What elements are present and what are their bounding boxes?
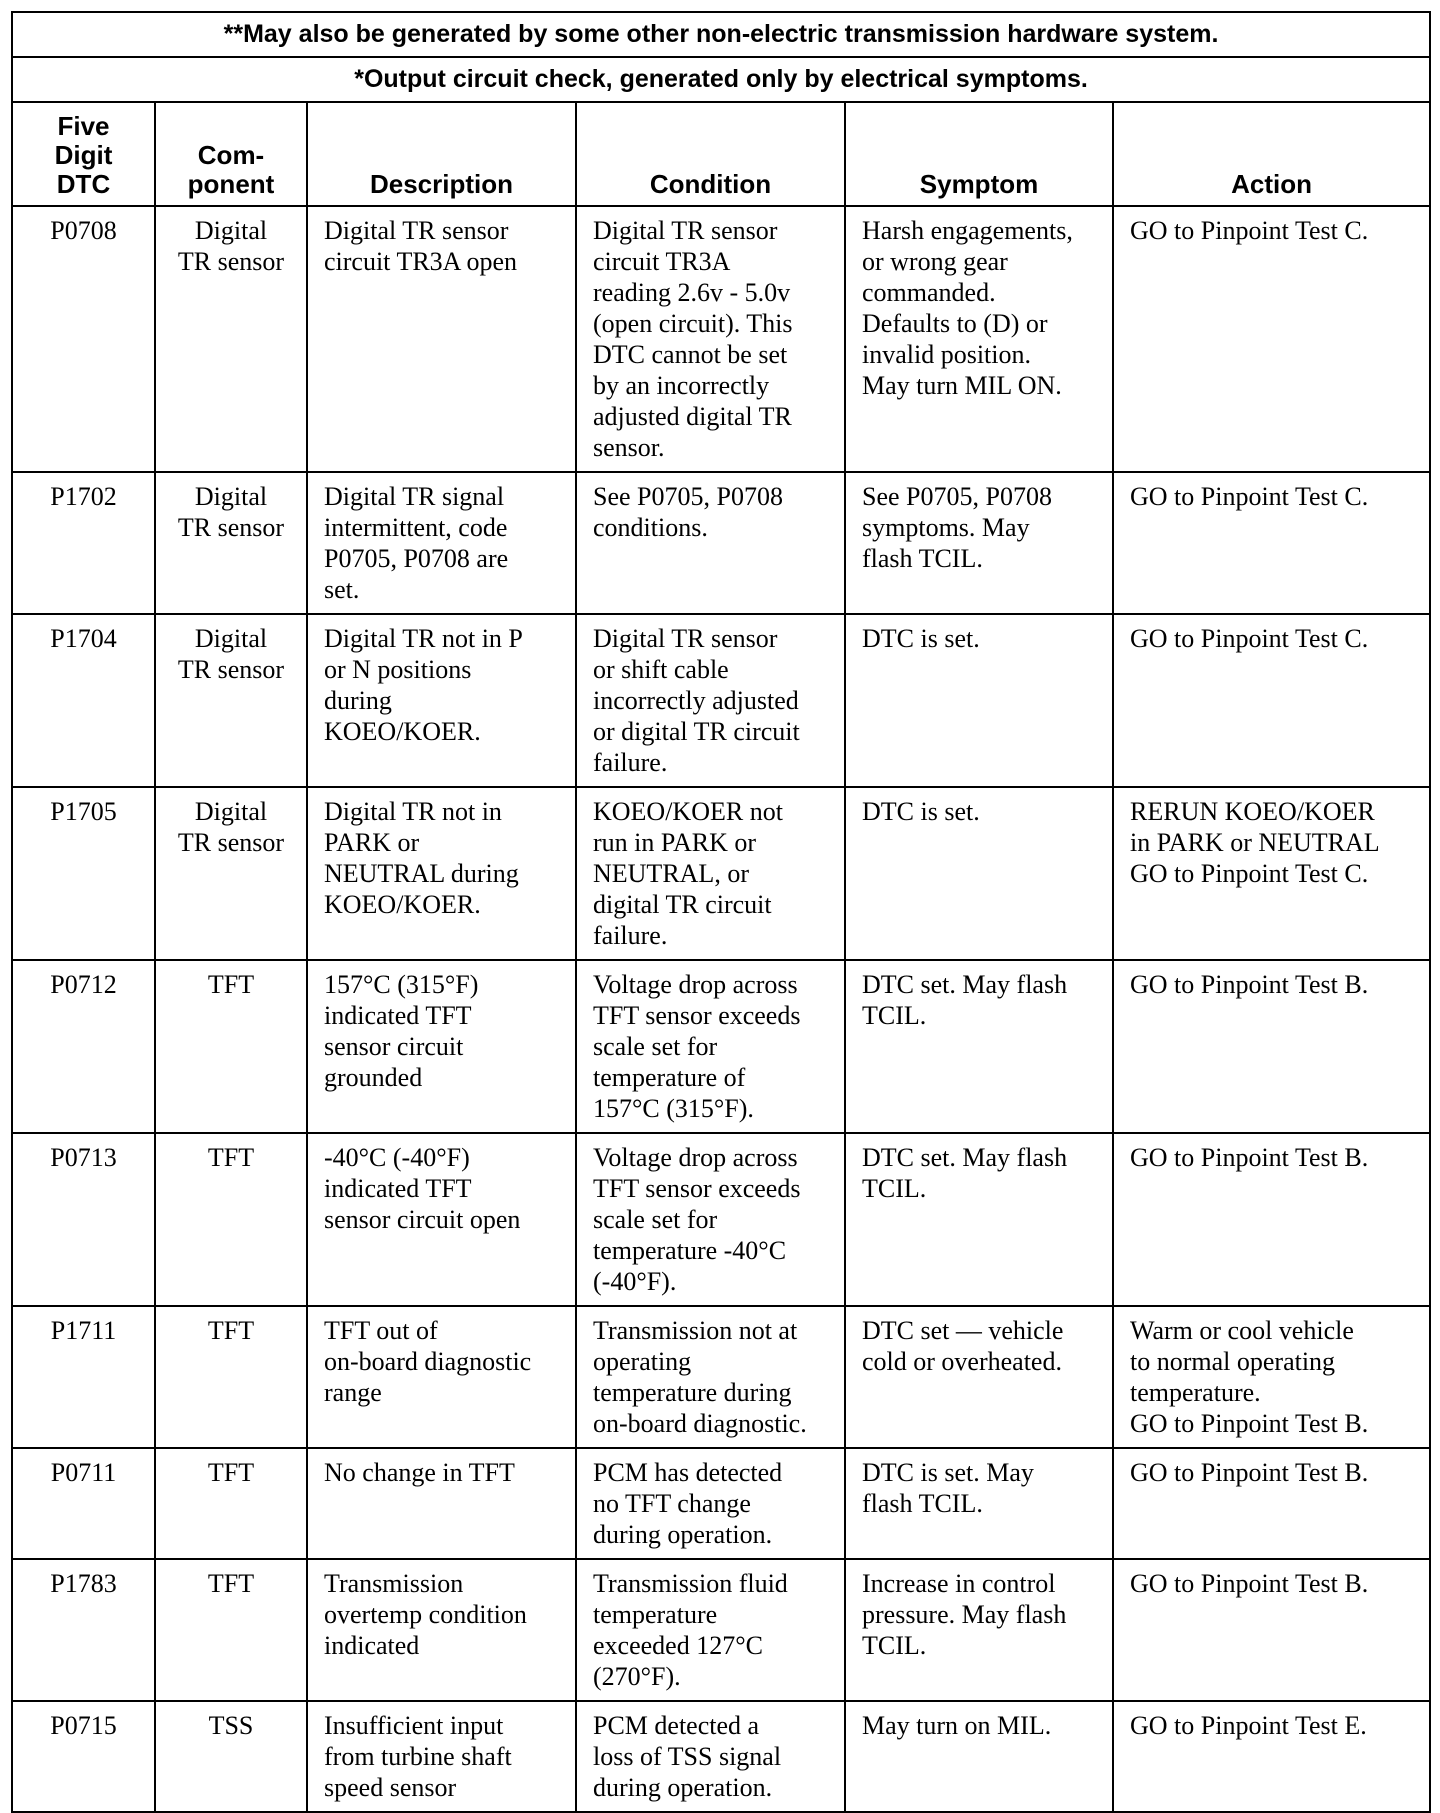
description: 157°C (315°F) indicated TFT sensor circuit grounded: [307, 960, 576, 1133]
header-symptom: Symptom: [845, 102, 1113, 206]
description: Digital TR not in PARK or NEUTRAL during KOEO/KOER.: [307, 787, 576, 960]
symptom: DTC set. May flash TCIL.: [845, 960, 1113, 1133]
symptom: DTC set — vehicle cold or overheated.: [845, 1306, 1113, 1448]
dtc-document: [11, 11, 1429, 1813]
header-dtc: Five Digit DTC: [12, 102, 155, 206]
table-row: [12, 1701, 1430, 1812]
dtc-code: P0708: [12, 206, 155, 472]
table-row: [12, 1306, 1430, 1448]
table-row: [12, 787, 1430, 960]
condition: See P0705, P0708 conditions.: [576, 472, 845, 614]
action: GO to Pinpoint Test C.: [1113, 472, 1430, 614]
action: GO to Pinpoint Test C.: [1113, 614, 1430, 787]
description: Digital TR signal intermittent, code P0705, P0708 are set.: [307, 472, 576, 614]
symptom: DTC is set. May flash TCIL.: [845, 1448, 1113, 1559]
condition: PCM detected a loss of TSS signal during operation.: [576, 1701, 845, 1812]
table-row: [12, 1448, 1430, 1559]
note-non-electric: **May also be generated by some other non-electric transmission hardware system.: [12, 12, 1430, 57]
dtc-code: P1704: [12, 614, 155, 787]
condition: Voltage drop across TFT sensor exceeds scale set for temperature of 157°C (315°F).: [576, 960, 845, 1133]
table-row: [12, 960, 1430, 1133]
component: TFT: [155, 1559, 307, 1701]
condition: Transmission fluid temperature exceeded 127°C (270°F).: [576, 1559, 845, 1701]
dtc-code: P1711: [12, 1306, 155, 1448]
description: Digital TR not in P or N positions during KOEO/KOER.: [307, 614, 576, 787]
symptom: DTC set. May flash TCIL.: [845, 1133, 1113, 1306]
action: RERUN KOEO/KOER in PARK or NEUTRAL GO to Pinpoint Test C.: [1113, 787, 1430, 960]
component: TSS: [155, 1701, 307, 1812]
condition: PCM has detected no TFT change during operation.: [576, 1448, 845, 1559]
component: Digital TR sensor: [155, 472, 307, 614]
component: Digital TR sensor: [155, 206, 307, 472]
symptom: May turn on MIL.: [845, 1701, 1113, 1812]
symptom: See P0705, P0708 symptoms. May flash TCIL.: [845, 472, 1113, 614]
description: No change in TFT: [307, 1448, 576, 1559]
action: Warm or cool vehicle to normal operating temperature. GO to Pinpoint Test B.: [1113, 1306, 1430, 1448]
description: Insufficient input from turbine shaft speed sensor: [307, 1701, 576, 1812]
header-component: Com- ponent: [155, 102, 307, 206]
action: GO to Pinpoint Test B.: [1113, 960, 1430, 1133]
dtc-table: [11, 11, 1431, 1813]
condition: Voltage drop across TFT sensor exceeds scale set for temperature -40°C (-40°F).: [576, 1133, 845, 1306]
table-row: [12, 1133, 1430, 1306]
action: GO to Pinpoint Test B.: [1113, 1133, 1430, 1306]
header-action: Action: [1113, 102, 1430, 206]
condition: Digital TR sensor or shift cable incorrectly adjusted or digital TR circuit failure.: [576, 614, 845, 787]
condition: Transmission not at operating temperature during on-board diagnostic.: [576, 1306, 845, 1448]
table-row: [12, 1559, 1430, 1701]
table-row: [12, 472, 1430, 614]
condition: KOEO/KOER not run in PARK or NEUTRAL, or digital TR circuit failure.: [576, 787, 845, 960]
dtc-code: P0712: [12, 960, 155, 1133]
dtc-code: P1702: [12, 472, 155, 614]
dtc-code: P1783: [12, 1559, 155, 1701]
dtc-code: P0715: [12, 1701, 155, 1812]
component: TFT: [155, 1133, 307, 1306]
condition: Digital TR sensor circuit TR3A reading 2.6v - 5.0v (open circuit). This DTC cannot be set by an incorrectly adjusted digital TR sensor.: [576, 206, 845, 472]
symptom: DTC is set.: [845, 614, 1113, 787]
dtc-code: P0713: [12, 1133, 155, 1306]
action: GO to Pinpoint Test B.: [1113, 1559, 1430, 1701]
table-header-row: [12, 102, 1430, 206]
symptom: Increase in control pressure. May flash TCIL.: [845, 1559, 1113, 1701]
component: TFT: [155, 960, 307, 1133]
header-condition: Condition: [576, 102, 845, 206]
action: GO to Pinpoint Test C.: [1113, 206, 1430, 472]
description: -40°C (-40°F) indicated TFT sensor circuit open: [307, 1133, 576, 1306]
description: Transmission overtemp condition indicated: [307, 1559, 576, 1701]
description: Digital TR sensor circuit TR3A open: [307, 206, 576, 472]
component: TFT: [155, 1448, 307, 1559]
dtc-code: P0711: [12, 1448, 155, 1559]
component: TFT: [155, 1306, 307, 1448]
action: GO to Pinpoint Test B.: [1113, 1448, 1430, 1559]
action: GO to Pinpoint Test E.: [1113, 1701, 1430, 1812]
component: Digital TR sensor: [155, 787, 307, 960]
dtc-code: P1705: [12, 787, 155, 960]
symptom: DTC is set.: [845, 787, 1113, 960]
description: TFT out of on-board diagnostic range: [307, 1306, 576, 1448]
symptom: Harsh engagements, or wrong gear commanded. Defaults to (D) or invalid position. May turn MIL ON.: [845, 206, 1113, 472]
table-row: [12, 614, 1430, 787]
header-description: Description: [307, 102, 576, 206]
component: Digital TR sensor: [155, 614, 307, 787]
note-output-circuit: *Output circuit check, generated only by electrical symptoms.: [12, 57, 1430, 102]
table-row: [12, 206, 1430, 472]
